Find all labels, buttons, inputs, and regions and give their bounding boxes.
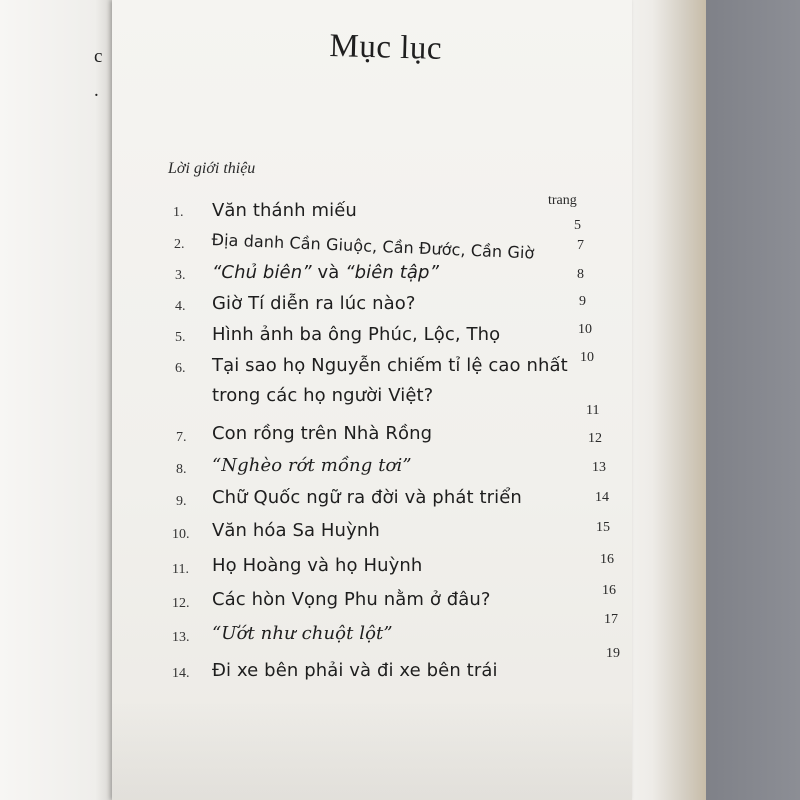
previous-page-line: c <box>94 46 103 67</box>
page-title: Mục lục <box>329 28 443 67</box>
entry-number: 12. <box>172 596 190 611</box>
entry-title: “Nghèo rớt mồng tơi” <box>212 455 412 476</box>
entry-title: Giờ Tí diễn ra lúc nào? <box>212 293 416 314</box>
entry-title-part: “Chủ biên” <box>212 262 312 283</box>
entry-page: 5 <box>574 218 581 233</box>
entry-page: 9 <box>579 294 586 309</box>
entry-title: Văn hóa Sa Huỳnh <box>212 520 380 541</box>
entry-page: 10 <box>578 322 592 337</box>
entry-title-line-2: trong các họ người Việt? <box>212 385 434 406</box>
entry-number: 10. <box>172 527 190 542</box>
previous-page-line: . <box>94 80 99 101</box>
background-right <box>692 0 800 800</box>
entry-page: 17 <box>604 612 618 627</box>
entry-number: 8. <box>176 462 187 477</box>
entry-title: Chữ Quốc ngữ ra đời và phát triển <box>212 487 522 508</box>
entry-page: 13 <box>592 460 606 475</box>
entry-title: Văn thánh miếu <box>212 200 357 221</box>
page-shadow <box>112 700 632 800</box>
entry-number: 11. <box>172 562 189 577</box>
entry-number: 6. <box>175 361 186 376</box>
entry-title: Tại sao họ Nguyễn chiếm tỉ lệ cao nhất <box>212 355 568 376</box>
entry-number: 13. <box>172 630 190 645</box>
entry-title: “Ướt như chuột lột” <box>212 623 393 644</box>
entry-page: 15 <box>596 520 610 535</box>
entry-title-part: “biên tập” <box>345 262 439 283</box>
entry-number: 2. <box>174 237 185 252</box>
previous-page-fragment <box>94 40 102 108</box>
entry-page: 16 <box>600 552 614 567</box>
entry-page: 19 <box>606 646 620 661</box>
page-column-label: trang <box>548 193 577 208</box>
entry-page: 10 <box>580 350 594 365</box>
entry-title: Các hòn Vọng Phu nằm ở đâu? <box>212 589 491 610</box>
previous-page <box>0 0 112 800</box>
entry-number: 4. <box>175 299 186 314</box>
entry-page: 12 <box>588 431 602 446</box>
entry-page: 14 <box>595 490 609 505</box>
intro-entry: Lời giới thiệu <box>168 160 256 177</box>
entry-number: 1. <box>173 205 184 220</box>
entry-page: 16 <box>602 583 616 598</box>
entry-title: Địa danh Cần Giuộc, Cần Đước, Cần Giờ <box>211 230 535 263</box>
entry-page: 7 <box>577 238 584 253</box>
entry-title <box>212 262 439 283</box>
entry-title-part: và <box>311 262 346 283</box>
entry-title: Con rồng trên Nhà Rồng <box>212 423 433 444</box>
entry-page: 8 <box>577 267 584 282</box>
entry-page: 11 <box>586 403 600 418</box>
entry-title: Hình ảnh ba ông Phúc, Lộc, Thọ <box>212 324 501 345</box>
entry-title: Họ Hoàng và họ Huỳnh <box>212 555 423 576</box>
entry-number: 5. <box>175 330 186 345</box>
entry-title: Đi xe bên phải và đi xe bên trái <box>212 660 498 681</box>
entry-number: 7. <box>176 430 187 445</box>
entry-number: 14. <box>172 666 190 681</box>
entry-number: 3. <box>175 268 186 283</box>
entry-number: 9. <box>176 494 187 509</box>
